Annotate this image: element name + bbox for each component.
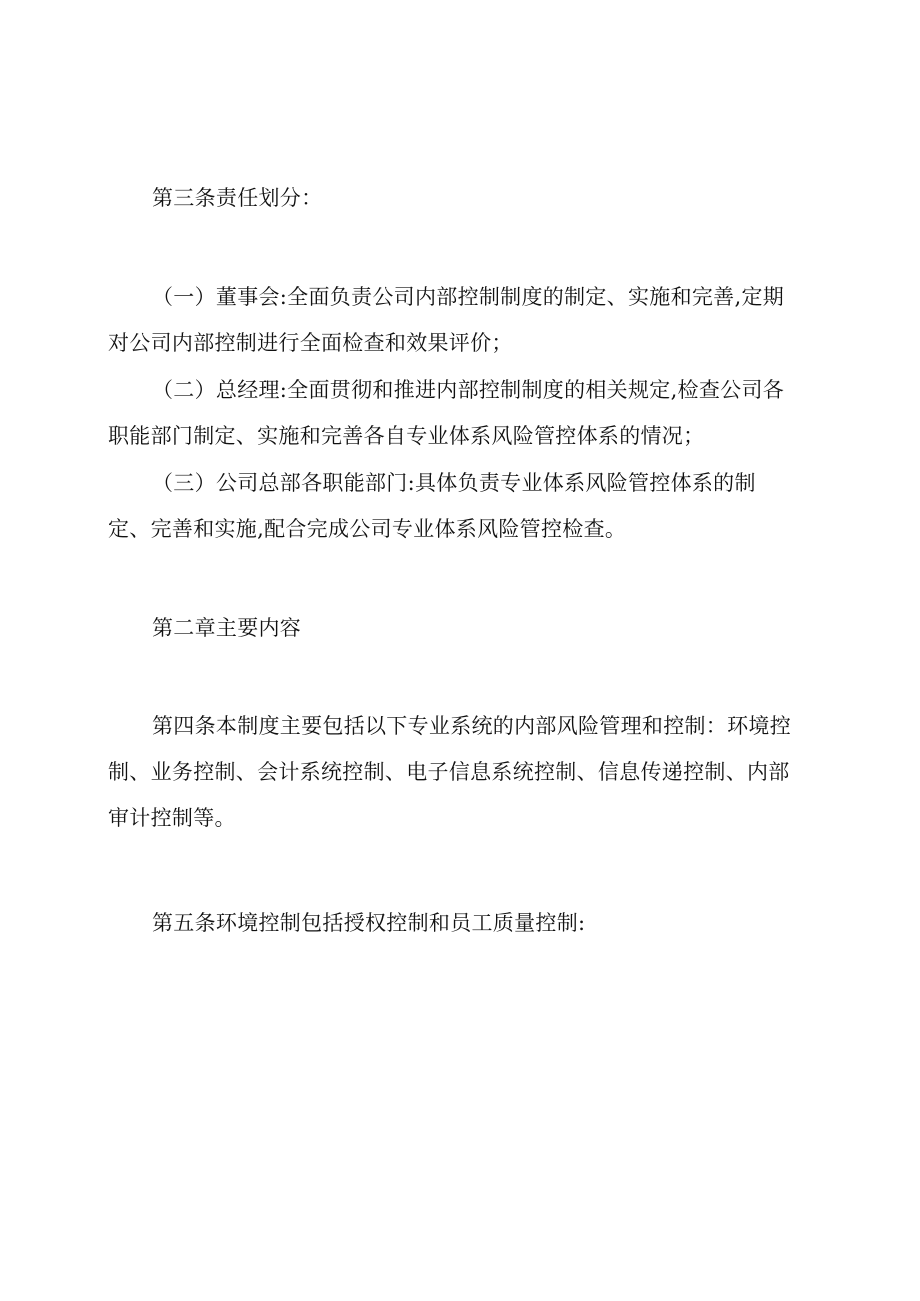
article-3-title xyxy=(108,175,808,221)
article-5-title xyxy=(108,900,808,946)
article-3-item-1-line-2: 对公司内部控制进行全面检查和效果评价； xyxy=(108,331,513,355)
article-3-item-3-line-2: 定、完善和实施,配合完成公司专业体系风险管控检查。 xyxy=(108,517,627,541)
article-4-line-1: 第四条本制度主要包括以下专业系统的内部风险管理和控制：环境控 xyxy=(152,714,791,738)
chapter-2-title-text: 第二章主要内容 xyxy=(152,616,302,640)
article-4-line-2: 制、业务控制、会计系统控制、电子信息系统控制、信息传递控制、内部 xyxy=(108,760,790,784)
article-3-item-3 xyxy=(108,460,808,552)
article-3-item-2-line-2: 职能部门制定、实施和完善各自专业体系风险管控体系的情况； xyxy=(108,424,705,448)
article-3-item-1 xyxy=(108,274,808,366)
article-3-item-1-line-1: （一）董事会:全面负责公司内部控制制度的制定、实施和完善,定期 xyxy=(152,285,785,309)
article-4 xyxy=(108,703,808,841)
article-4-line-3: 审计控制等。 xyxy=(108,806,236,830)
article-5-title-text: 第五条环境控制包括授权控制和员工质量控制: xyxy=(152,911,586,935)
chapter-2-title xyxy=(108,605,808,651)
article-3-title-text: 第三条责任划分： xyxy=(152,186,323,210)
article-3-item-2 xyxy=(108,367,808,459)
article-3-item-3-line-1: （三）公司总部各职能部门:具体负责专业体系风险管控体系的制 xyxy=(152,471,756,495)
article-3-item-2-line-1: （二）总经理:全面贯彻和推进内部控制制度的相关规定,检查公司各 xyxy=(152,378,785,402)
